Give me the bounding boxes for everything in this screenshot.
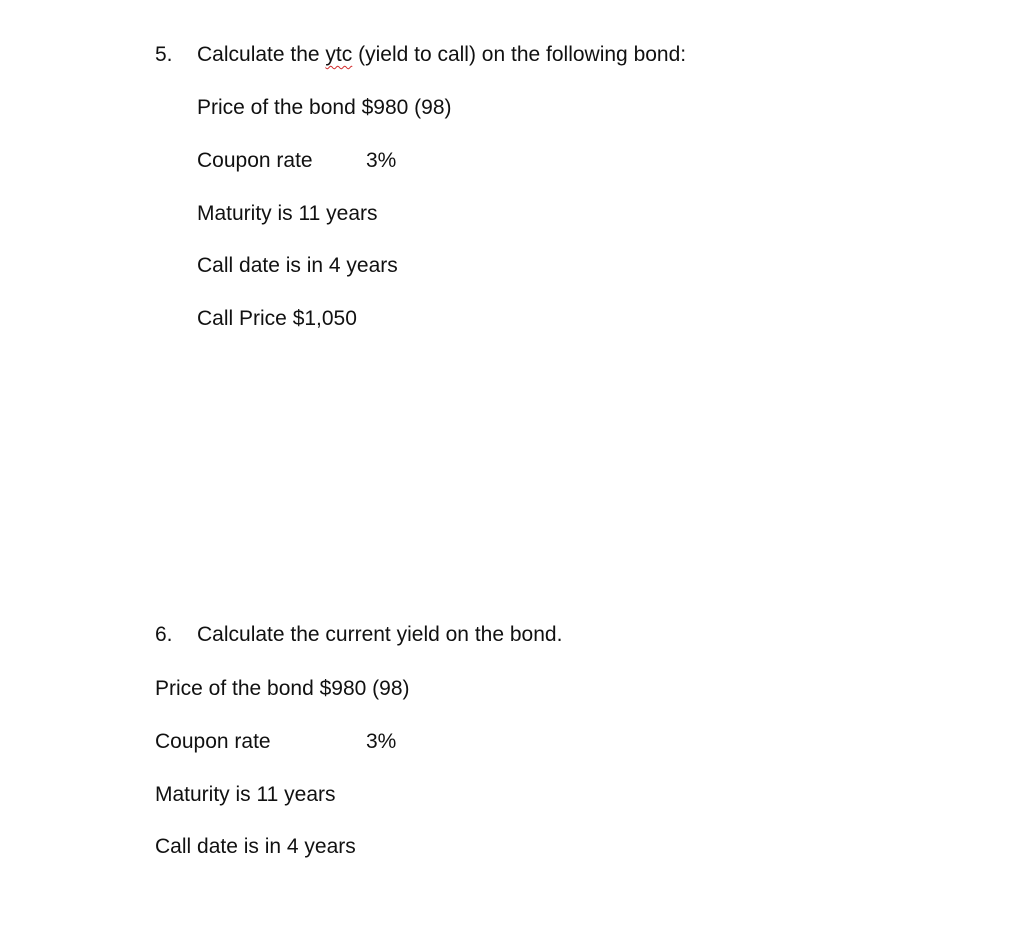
question-6-coupon-value: 3% — [366, 730, 397, 753]
question-5-heading — [197, 42, 686, 68]
question-5-call-price: Call Price $1,050 — [197, 307, 357, 330]
question-5-number: 5. — [155, 43, 173, 66]
question-5-coupon-value: 3% — [366, 149, 397, 172]
question-6-coupon-label: Coupon rate — [155, 730, 271, 753]
question-5-coupon-label: Coupon rate — [197, 149, 313, 172]
question-6-heading: Calculate the current yield on the bond. — [197, 623, 563, 646]
question-5-call-date: Call date is in 4 years — [197, 254, 398, 277]
question-5-maturity: Maturity is 11 years — [197, 202, 378, 225]
question-6-number: 6. — [155, 623, 173, 646]
question-6-price: Price of the bond $980 (98) — [155, 677, 410, 700]
question-5-heading-start: Calculate the — [197, 43, 326, 66]
spellcheck-flagged-word[interactable]: ytc — [325, 43, 353, 66]
question-6-call-date: Call date is in 4 years — [155, 835, 356, 858]
question-5-heading-end: (yield to call) on the following bond: — [352, 43, 687, 66]
question-6-maturity: Maturity is 11 years — [155, 783, 336, 806]
question-5-price: Price of the bond $980 (98) — [197, 96, 452, 119]
